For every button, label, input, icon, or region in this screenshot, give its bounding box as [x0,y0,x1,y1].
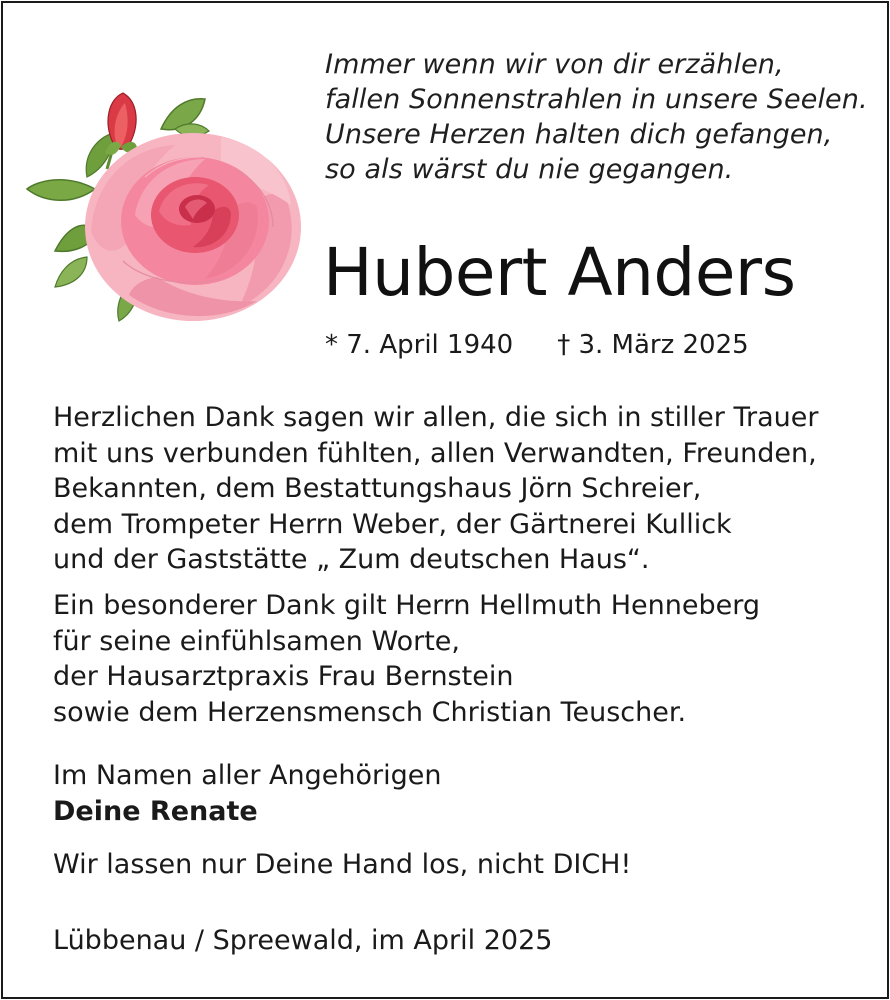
rose-icon [25,81,301,333]
special-thanks-line: der Hausarztpraxis Frau Bernstein [53,661,514,692]
signature-block [53,758,441,829]
special-thanks-line: für seine einfühlsamen Worte, [53,625,460,657]
deceased-name: Hubert Anders [323,234,796,311]
place-date: Lübbenau / Spreewald, im April 2025 [53,925,553,956]
thanks-line: mit uns verbunden fühlten, allen Verwandten, Freunden, [53,437,817,469]
thanks-line: und der Gaststätte „ Zum deutschen Haus“. [53,544,650,575]
poem-line: Unsere Herzen halten dich gefangen, [325,119,833,150]
signer-name: Deine Renate [53,795,258,827]
poem-line: fallen Sonnenstrahlen in unsere Seelen. [325,84,868,115]
thanks-line: dem Trompeter Herrn Weber, der Gärtnerei Kullick [53,508,732,540]
thanks-line: Herzlichen Dank sagen wir allen, die sich in stiller Trauer [53,402,819,433]
signature-intro: Im Namen aller Angehörigen [53,760,442,791]
special-thanks-line: sowie dem Herzensmensch Christian Teuscher. [53,696,687,728]
birth-date: * 7. April 1940 [325,330,514,360]
memorial-poem [325,47,868,187]
life-dates [325,325,749,365]
thanks-line: Bekannten, dem Bestattungshaus Jörn Schreier, [53,473,702,504]
special-thanks-line: Ein besonderer Dank gilt Herrn Hellmuth Henneberg [53,590,760,621]
death-date: † 3. März 2025 [557,330,749,360]
special-thanks-paragraph [53,588,760,730]
obituary-card [1,1,889,999]
thanks-paragraph [53,400,818,578]
closing-line: Wir lassen nur Deine Hand los, nicht DICH! [53,849,632,880]
poem-line: so als wärst du nie gegangen. [325,154,734,185]
poem-line: Immer wenn wir von dir erzählen, [325,49,784,80]
